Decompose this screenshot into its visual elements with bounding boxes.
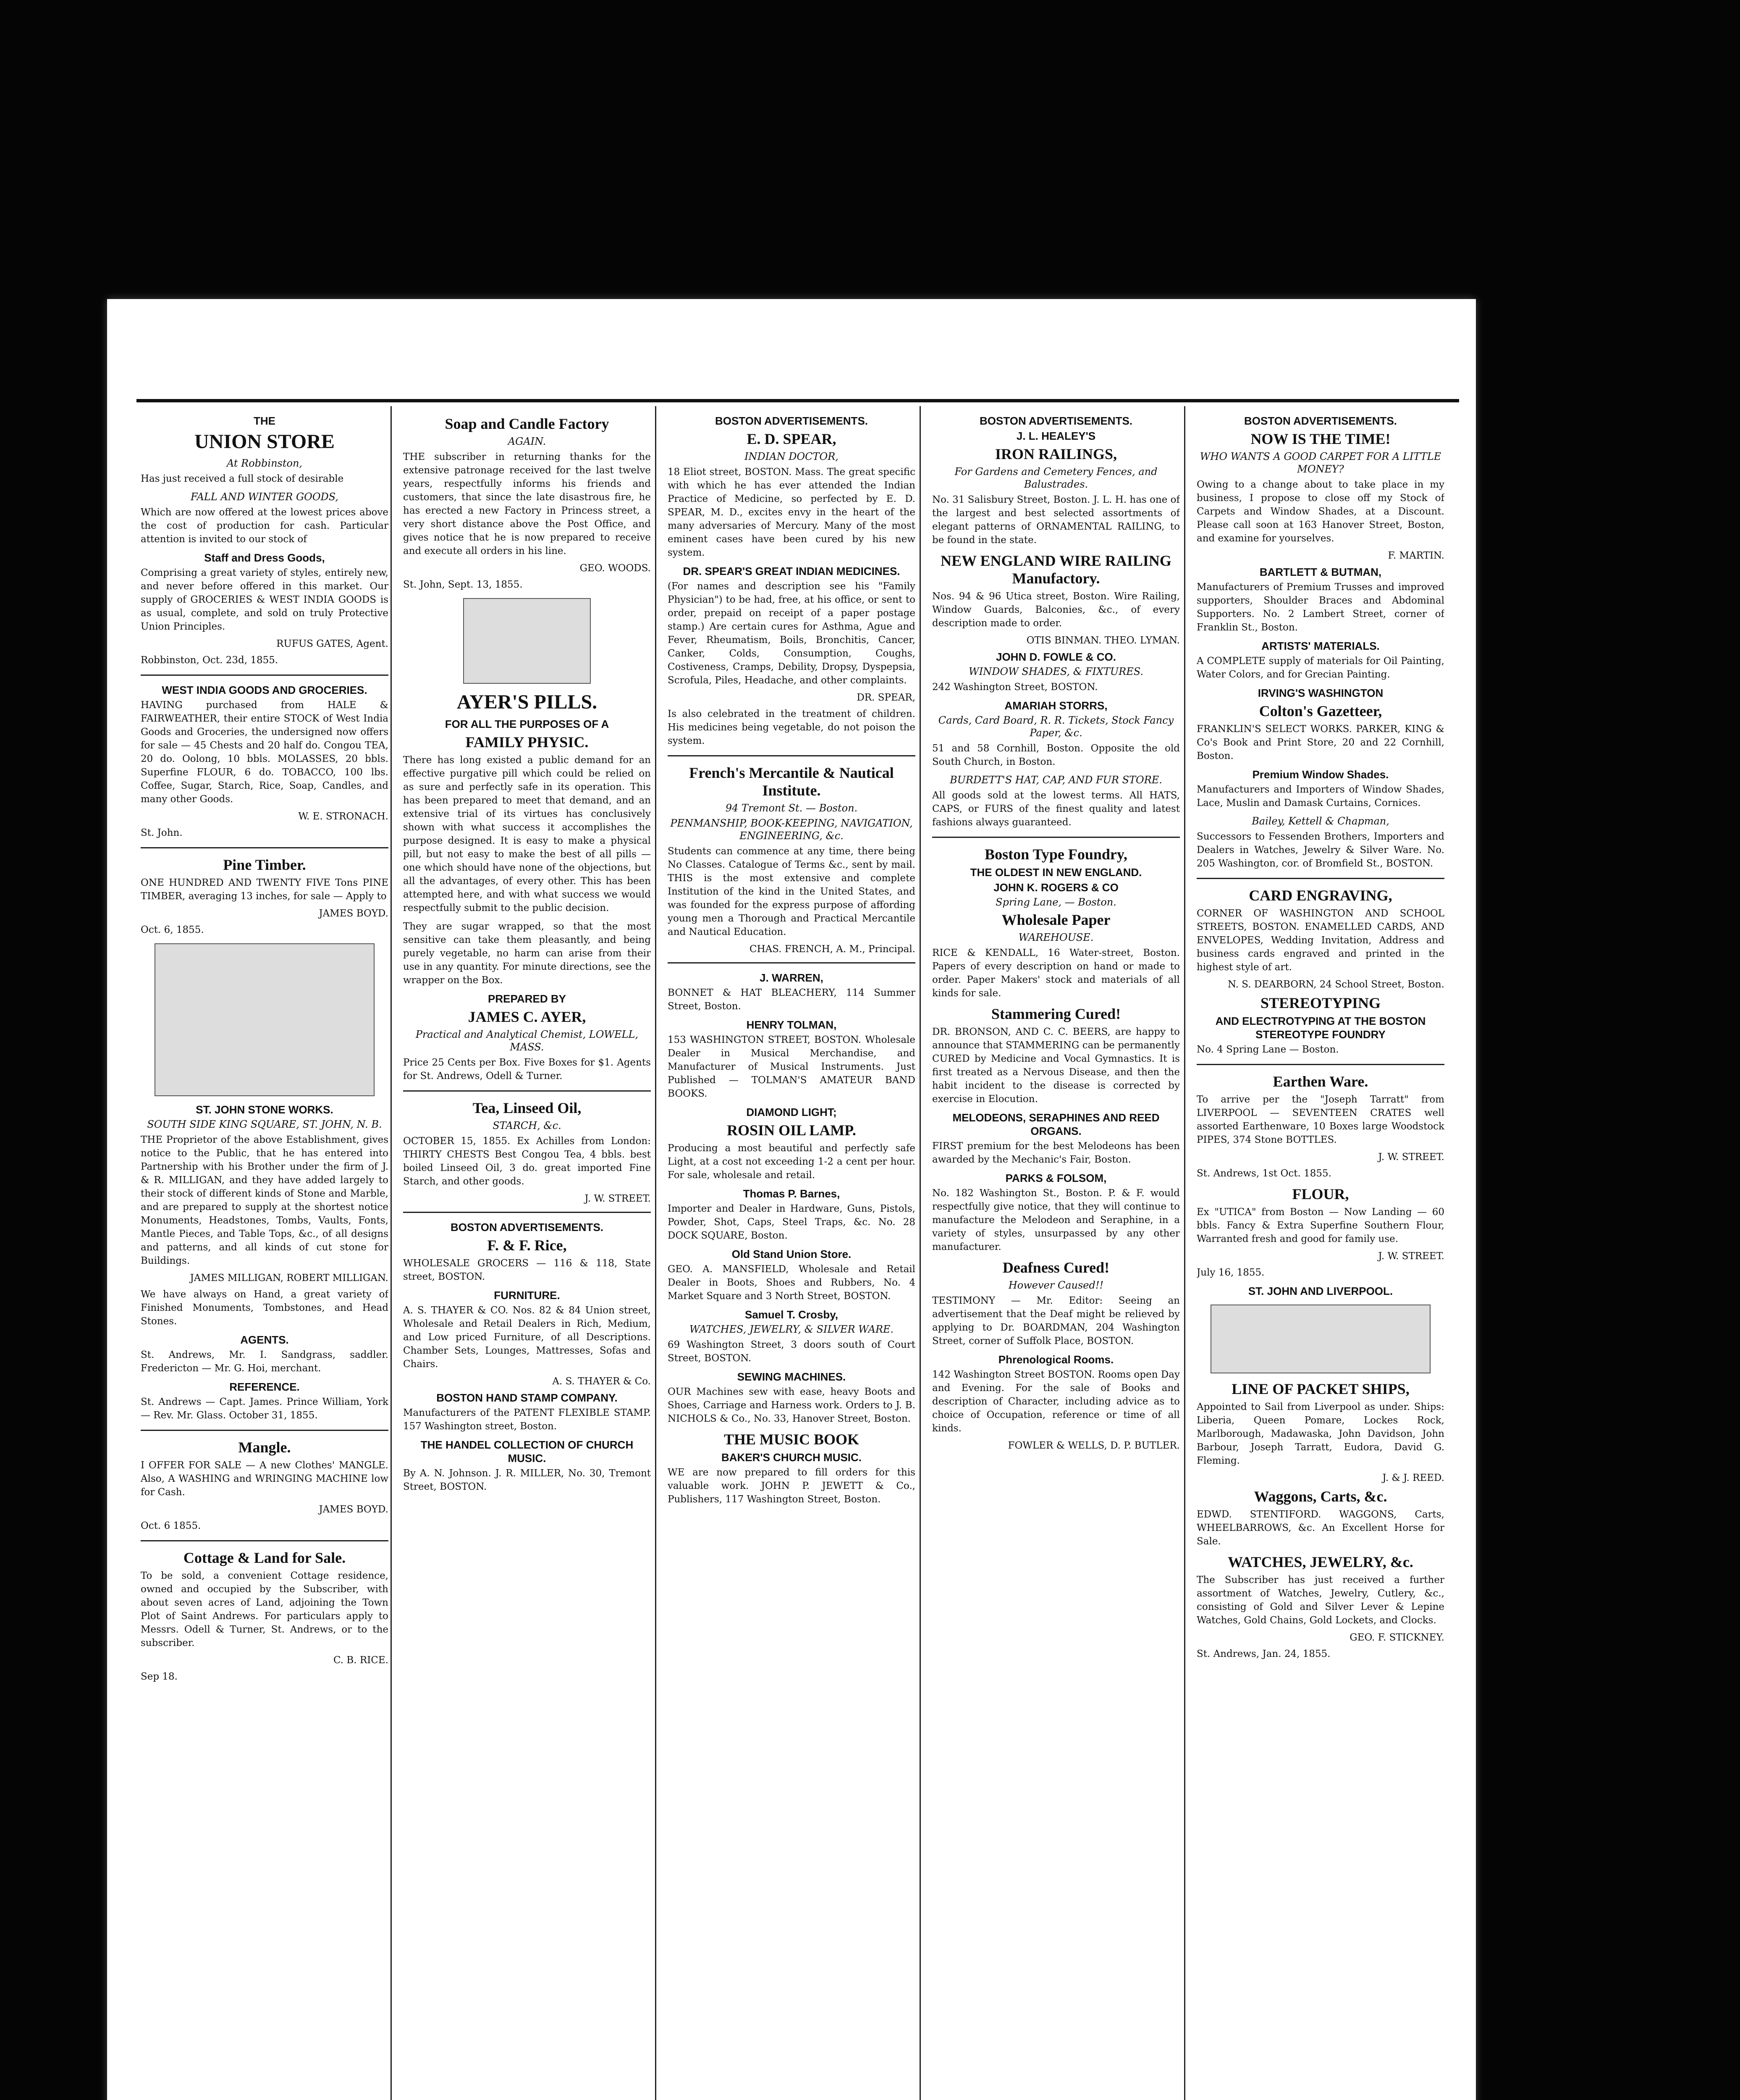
ad-body-text: EDWD. STENTIFORD. WAGGONS, Carts, WHEELBARROWS, &c. An Excellent Horse for Sale.	[1197, 1509, 1444, 1547]
ad-heading: Colton's Gazetteer,	[1259, 703, 1382, 719]
ad-heading: UNION STORE	[194, 430, 335, 453]
column-3	[668, 412, 915, 2100]
ad-body-text: Sep 18.	[141, 1671, 178, 1682]
ad-heading: Bailey, Kettell & Chapman,	[1252, 815, 1389, 827]
column-rule	[655, 406, 656, 2100]
ad-body-text: 242 Washington Street, BOSTON.	[932, 682, 1098, 693]
ad-body-text: Has just received a full stock of desirable	[141, 473, 344, 484]
ad-heading: BAKER'S CHURCH MUSIC.	[721, 1451, 862, 1464]
ad-heading: IRON RAILINGS,	[995, 446, 1117, 462]
ad-heading: WINDOW SHADES, & FIXTURES.	[969, 666, 1143, 677]
ad-heading: Phrenological Rooms.	[998, 1353, 1114, 1366]
ad-signature: J. & J. REED.	[1382, 1473, 1444, 1483]
ad-body-text: The Subscriber has just received a further assortment of Watches, Jewelry, Cutlery, &c., consisting of Gold and Silver Lever & Lepine Watches, Gold Chains, Gold Lockets, and Clocks.	[1197, 1575, 1444, 1626]
ad-body-text: 142 Washington Street BOSTON. Rooms open Day and Evening. For the sale of Books and description of Character, including advice as to choice of Occupation, reference or time of all kinds.	[932, 1369, 1180, 1434]
ad-signature: CHAS. FRENCH, A. M., Principal.	[749, 944, 915, 955]
ad-body-text: THE subscriber in returning thanks for the extensive patronage received for the last twelve years, respectfully informs his friends and customers, that since the late disastrous fire, he has erected a new Factory in Princess street, a very short distance above the Post Office, and gives notice that he is now prepared to receive and execute all orders in his line.	[403, 452, 651, 556]
ad-body-text: 18 Eliot street, BOSTON. Mass. The great specific with which he has ever attended the Indian Practice of Medicine, so perfected by E. D. SPEAR, M. D., excites envy in the heart of the many adversaries of Mercury. Many of the most eminent cases have been cured by his new system.	[668, 467, 915, 558]
ad-heading: ARTISTS' MATERIALS.	[1261, 640, 1380, 652]
ad-heading: WAREHOUSE.	[1018, 932, 1094, 943]
ad-heading: AMARIAH STORRS,	[1004, 699, 1108, 712]
section-divider	[141, 1540, 388, 1541]
ad-body-text: We have always on Hand, a great variety of Finished Monuments, Tombstones, and Head Stones.	[141, 1289, 388, 1327]
ad-heading: BOSTON ADVERTISEMENTS.	[715, 415, 868, 427]
ad-body-text: Owing to a change about to take place in my business, I propose to close off my Stock of Carpets and Window Shades, at a Discount. Please call soon at 163 Hanover Street, Boston, and examine for yourselves.	[1197, 479, 1444, 544]
ad-heading: Samuel T. Crosby,	[744, 1308, 839, 1321]
ad-heading: Earthen Ware.	[1273, 1073, 1368, 1090]
ad-heading: Premium Window Shades.	[1252, 768, 1389, 781]
ad-body-text: Oct. 6, 1855.	[141, 924, 204, 935]
ad-body-text: I OFFER FOR SALE — A new Clothes' MANGLE. Also, A WASHING and WRINGING MACHINE low for Cash.	[141, 1460, 388, 1498]
newspaper-page	[107, 299, 1476, 2100]
section-divider	[932, 837, 1180, 838]
ad-heading: FALL AND WINTER GOODS,	[191, 491, 338, 503]
ad-heading: E. D. SPEAR,	[747, 430, 836, 447]
section-divider	[141, 675, 388, 676]
column-1	[141, 412, 388, 2100]
ad-body-text: Which are now offered at the lowest prices above the cost of production for cash. Particular attention is invited to our stock of	[141, 507, 388, 545]
ad-heading: Tea, Linseed Oil,	[472, 1100, 582, 1116]
ad-heading: DR. SPEAR'S GREAT INDIAN MEDICINES.	[683, 565, 900, 578]
ad-body-text: DR. BRONSON, AND C. C. BEERS, are happy to announce that STAMMERING can be permanently CURED by Medicine and Vocal Gymnastics. It is first treated as a Nervous Disease, and then the habit incident to the disease is corrected by exercise in Elocution.	[932, 1026, 1180, 1105]
ad-heading: Boston Type Foundry,	[985, 846, 1127, 863]
ad-heading: SOUTH SIDE KING SQUARE, ST. JOHN, N. B.	[147, 1118, 382, 1130]
ad-heading: BARTLETT & BUTMAN,	[1259, 566, 1382, 578]
ad-body-text: CORNER OF WASHINGTON AND SCHOOL STREETS, BOSTON. ENAMELLED CARDS, AND ENVELOPES, Wedding Invitation, Address and business cards engraved and printed in the highest style of art.	[1197, 908, 1444, 973]
ad-heading: SEWING MACHINES.	[737, 1370, 846, 1383]
ad-heading: THE HANDEL COLLECTION OF CHURCH MUSIC.	[420, 1438, 634, 1465]
ad-body-text: Students can commence at any time, there being No Classes. Catalogue of Terms &c., sent by mail. THIS is the most extensive and complete Institution of the kind in the United States, and was founded for the express purpose of affording young men a Thorough and Practical Mercantile and Nautical Education.	[668, 846, 915, 937]
ad-body-text: To arrive per the "Joseph Tarratt" from LIVERPOOL — SEVENTEEN CRATES well assorted Earthenware, 10 Boxes large Woodstock PIPES, 374 Stone BOTTLES.	[1197, 1094, 1444, 1145]
ad-body-text: St. Andrews, Jan. 24, 1855.	[1197, 1648, 1331, 1659]
ad-heading: FAMILY PHYSIC.	[465, 734, 589, 751]
column-rule	[1184, 406, 1185, 2100]
ad-body-text: THE Proprietor of the above Establishment, gives notice to the Public, that he has entered into Partnership with his Brother under the firm of J. & R. MILLIGAN, and they have added largely to their stock of different kinds of Stone and Marble, and are prepared to supply at the shortest notice Monuments, Headstones, Tombs, Vaults, Fonts, Mantle Pieces, and Table Tops, &c., of all designs and patterns, and all kinds of cut stone for Buildings.	[141, 1134, 388, 1266]
ad-body-text: GEO. A. MANSFIELD, Wholesale and Retail Dealer in Boots, Shoes and Rubbers, No. 4 Market Square and 3 North Street, BOSTON.	[668, 1264, 915, 1302]
ad-heading: FLOUR,	[1292, 1186, 1349, 1202]
ad-heading: 94 Tremont St. — Boston.	[725, 802, 858, 814]
masthead-rule	[136, 399, 1459, 402]
ad-signature: A. S. THAYER & Co.	[552, 1376, 651, 1387]
ad-heading: BOSTON ADVERTISEMENTS.	[979, 415, 1133, 427]
ad-body-text: RICE & KENDALL, 16 Water-street, Boston. Papers of every description on hand or made to order. Paper Makers' stock and materials of all kinds for sale.	[932, 948, 1180, 999]
ad-heading: PENMANSHIP, BOOK-KEEPING, NAVIGATION, ENGINEERING, &c.	[670, 817, 913, 842]
ad-heading: J. L. HEALEY'S	[1016, 430, 1096, 442]
ad-heading: INDIAN DOCTOR,	[744, 451, 839, 462]
ad-body-text: Manufacturers of the PATENT FLEXIBLE STAMP. 157 Washington street, Boston.	[403, 1407, 651, 1432]
ad-heading: Pine Timber.	[223, 856, 306, 873]
ad-signature: J. W. STREET.	[1378, 1251, 1444, 1262]
ad-heading: Old Stand Union Store.	[731, 1248, 852, 1260]
ad-heading: REFERENCE.	[229, 1381, 300, 1393]
ad-heading: STEREOTYPING	[1260, 995, 1381, 1011]
ad-heading: NEW ENGLAND WIRE RAILING Manufactory.	[941, 552, 1171, 587]
ad-body-text: A. S. THAYER & CO. Nos. 82 & 84 Union street, Wholesale and Retail Dealers in Rich, Medium, and Low priced Furniture, of all Descriptions. Chamber Sets, Lounges, Mattresses, Sofas and Chairs.	[403, 1305, 651, 1370]
ad-body-text: Successors to Fessenden Brothers, Importers and Dealers in Watches, Jewelry & Silver Ware. No. 205 Washington, cor. of Bromfield St., BOSTON.	[1197, 831, 1444, 869]
ad-body-text: St. Andrews, Mr. I. Sandgrass, saddler. Fredericton — Mr. G. Hoi, merchant.	[141, 1349, 388, 1374]
ad-heading: FOR ALL THE PURPOSES OF A	[445, 718, 609, 730]
ayers-lion-emblem-illustration	[463, 598, 591, 684]
ad-heading: Cottage & Land for Sale.	[183, 1549, 346, 1566]
ad-heading: DIAMOND LIGHT;	[746, 1106, 837, 1118]
ad-heading: BOSTON HAND STAMP COMPANY.	[436, 1391, 618, 1404]
ad-body-text: St. John.	[141, 827, 183, 838]
ad-heading: For Gardens and Cemetery Fences, and Balustrades.	[954, 466, 1158, 490]
ad-body-text: There has long existed a public demand for an effective purgative pill which could be relied on as sure and perfectly safe in its operation. This has been prepared to meet that demand, and an extensive trial of its virtues has conclusively shown with what success it accomplishes the purpose designed. It is easy to make a physical pill, but not easy to make the best of all pills — one which should have none of the objections, but all the advantages, of every other. This has been attempted here, and with what success we would respectfully submit to the public decision.	[403, 755, 651, 914]
ad-heading: WHO WANTS A GOOD CARPET FOR A LITTLE MONEY?	[1200, 451, 1441, 475]
ad-body-text: St. Andrews — Capt. James. Prince William, York — Rev. Mr. Glass. October 31, 1855.	[141, 1396, 388, 1421]
ad-heading: JOHN D. FOWLE & CO.	[996, 651, 1116, 663]
column-rule	[920, 406, 921, 2100]
ad-body-text: By A. N. Johnson. J. R. MILLER, No. 30, Tremont Street, BOSTON.	[403, 1468, 651, 1492]
ad-body-text: OUR Machines sew with ease, heavy Boots and Shoes, Carriage and Harness work. Orders to J. B. NICHOLS & Co., No. 33, Hanover Street, Boston.	[668, 1386, 915, 1424]
ad-body-text: Appointed to Sail from Liverpool as under. Ships: Liberia, Queen Pomare, Lockes Rock, Marlborough, Madawaska, John Davidson, John Barbour, Joseph Tarratt, Eudora, David G. Fleming.	[1197, 1402, 1444, 1466]
ad-body-text: St. John, Sept. 13, 1855.	[403, 579, 523, 590]
column-4	[932, 412, 1180, 2100]
ad-body-text: WHOLESALE GROCERS — 116 & 118, State street, BOSTON.	[403, 1258, 651, 1282]
ad-heading: Spring Lane, — Boston.	[996, 896, 1116, 908]
section-divider	[403, 1212, 651, 1213]
ad-heading: AND ELECTROTYPING AT THE BOSTON STEREOTYPE FOUNDRY	[1215, 1015, 1426, 1041]
ad-signature: OTIS BINMAN. THEO. LYMAN.	[1026, 635, 1180, 646]
section-divider	[403, 1090, 651, 1092]
ad-heading: PARKS & FOLSOM,	[1005, 1172, 1107, 1184]
ad-signature: N. S. DEARBORN, 24 School Street, Boston.	[1227, 979, 1444, 990]
ad-body-text: Nos. 94 & 96 Utica street, Boston. Wire Railing, Window Guards, Balconies, &c., of every description made to order.	[932, 591, 1180, 629]
ad-heading: FURNITURE.	[494, 1289, 560, 1302]
ad-heading: Stammering Cured!	[991, 1005, 1121, 1022]
ad-heading: Cards, Card Board, R. R. Tickets, Stock Fancy Paper, &c.	[938, 714, 1174, 739]
ad-body-text: All goods sold at the lowest terms. All HATS, CAPS, or FURS of the finest quality and latest fashions always guaranteed.	[932, 790, 1180, 828]
stone-works-engraving-illustration	[155, 943, 375, 1096]
section-divider	[141, 847, 388, 848]
ad-signature: GEO. F. STICKNEY.	[1350, 1632, 1444, 1643]
ad-heading: WATCHES, JEWELRY, &c.	[1228, 1554, 1413, 1570]
ad-body-text: Producing a most beautiful and perfectly safe Light, at a cost not exceeding 1-2 a cent per hour. For sale, wholesale and retail.	[668, 1143, 915, 1181]
ad-heading: ROSIN OIL LAMP.	[727, 1122, 856, 1139]
ad-body-text: St. Andrews, 1st Oct. 1855.	[1197, 1168, 1331, 1179]
section-divider	[141, 1430, 388, 1431]
ad-body-text: FIRST premium for the best Melodeons has been awarded by the Mechanic's Fair, Boston.	[932, 1141, 1180, 1165]
section-divider	[1197, 1064, 1444, 1065]
ad-body-text: Manufacturers of Premium Trusses and improved supporters, Shoulder Braces and Abdominal Supporters. No. 2 Lambert Street, corner of Franklin St., Boston.	[1197, 582, 1444, 633]
ad-body-text: Ex "UTICA" from Boston — Now Landing — 60 bbls. Fancy & Extra Superfine Southern Flour, Warranted fresh and good for family use.	[1197, 1207, 1444, 1244]
ad-heading: Practical and Analytical Chemist, LOWELL, MASS.	[415, 1029, 639, 1053]
ad-heading: However Caused!!	[1008, 1279, 1104, 1291]
ad-body-text: OCTOBER 15, 1855. Ex Achilles from London: THIRTY CHESTS Best Congou Tea, 4 bbls. best boiled Linseed Oil, 3 do. great imported Fine Starch, and other goods.	[403, 1136, 651, 1187]
column-2	[403, 412, 651, 2100]
ad-signature: GEO. WOODS.	[579, 563, 651, 574]
ad-body-text: Oct. 6 1855.	[141, 1520, 201, 1531]
ad-heading: AGAIN.	[508, 436, 546, 447]
ad-signature: FOWLER & WELLS, D. P. BUTLER.	[1008, 1440, 1180, 1451]
ad-heading: JOHN K. ROGERS & CO	[993, 881, 1119, 894]
column-5	[1197, 412, 1444, 2100]
ad-heading: CARD ENGRAVING,	[1249, 887, 1392, 904]
ad-body-text: FRANKLIN'S SELECT WORKS. PARKER, KING & Co's Book and Print Store, 20 and 22 Cornhill, Boston.	[1197, 724, 1444, 761]
ad-heading: NOW IS THE TIME!	[1250, 430, 1391, 447]
ad-heading: JAMES C. AYER,	[468, 1008, 586, 1025]
ad-signature: JAMES MILLIGAN, ROBERT MILLIGAN.	[190, 1273, 388, 1284]
section-divider	[1197, 878, 1444, 879]
ad-signature: C. B. RICE.	[333, 1655, 388, 1666]
ad-heading: AYER'S PILLS.	[456, 691, 597, 713]
ad-heading: LINE OF PACKET SHIPS,	[1232, 1381, 1410, 1397]
ad-body-text: 51 and 58 Cornhill, Boston. Opposite the old South Church, in Boston.	[932, 743, 1180, 767]
ad-heading: Deafness Cured!	[1002, 1259, 1110, 1276]
ad-heading: THE	[254, 415, 275, 427]
ad-heading: THE OLDEST IN NEW ENGLAND.	[970, 866, 1142, 879]
ad-heading: BOSTON ADVERTISEMENTS.	[1244, 415, 1397, 427]
ad-signature: F. MARTIN.	[1388, 550, 1444, 561]
ad-body-text: 69 Washington Street, 3 doors south of Court Street, BOSTON.	[668, 1339, 915, 1364]
ad-body-text: Robbinston, Oct. 23d, 1855.	[141, 655, 278, 666]
ad-body-text: July 16, 1855.	[1197, 1267, 1265, 1278]
ad-body-text: No. 4 Spring Lane — Boston.	[1197, 1044, 1339, 1055]
ad-signature: DR. SPEAR,	[857, 692, 915, 703]
ad-body-text: To be sold, a convenient Cottage residence, owned and occupied by the Subscriber, with about seven acres of Land, adjoining the Town Plot of Saint Andrews. For particulars apply to Messrs. Odell & Turner, St. Andrews, or to the subscriber.	[141, 1570, 388, 1648]
ad-heading: At Robbinston,	[226, 457, 303, 469]
ad-body-text: Importer and Dealer in Hardware, Guns, Pistols, Powder, Shot, Caps, Steel Traps, &c. No. 28 DOCK SQUARE, Boston.	[668, 1203, 915, 1241]
ad-body-text: Price 25 Cents per Box. Five Boxes for $1. Agents for St. Andrews, Odell & Turner.	[403, 1057, 651, 1082]
ad-body-text: No. 182 Washington St., Boston. P. & F. would respectfully give notice, that they will continue to manufacture the Melodeon and Seraphine, in a variety of styles, unsurpassed by any other manufacturer.	[932, 1188, 1180, 1252]
ad-body-text: 153 WASHINGTON STREET, BOSTON. Wholesale Dealer in Musical Merchandise, and Manufacturer of Musical Instruments. Just Published — TOLMAN'S AMATEUR BAND BOOKS.	[668, 1034, 915, 1099]
ad-heading: IRVING'S WASHINGTON	[1258, 687, 1384, 699]
ad-heading: THE MUSIC BOOK	[723, 1431, 860, 1448]
section-divider	[668, 962, 915, 963]
ad-heading: WEST INDIA GOODS AND GROCERIES.	[162, 684, 367, 696]
ad-body-text: ONE HUNDRED AND TWENTY FIVE Tons PINE TIMBER, averaging 13 inches, for sale — Apply to	[141, 877, 388, 902]
ad-body-text: (For names and description see his "Family Physician") to be had, free, at his office, or sent to order, prepaid on receipt of a paper postage stamp.) Are certain cures for Asthma, Ague and Fever, Rheumatism, Boils, Bronchitis, Cancer, Canker, Colds, Consumption, Coughs, Costiveness, Cramps, Debility, Dropsy, Dyspepsia, Scrofula, Piles, Headache, and other complaints.	[668, 581, 915, 686]
ad-body-text: No. 31 Salisbury Street, Boston. J. L. H. has one of the largest and best selected assortments of elegant patterns of ORNAMENTAL RAILING, to be found in the state.	[932, 494, 1180, 546]
ad-signature: J. W. STREET.	[584, 1193, 651, 1204]
ad-signature: RUFUS GATES, Agent.	[276, 638, 388, 649]
ad-body-text: HAVING purchased from HALE & FAIRWEATHER, their entire STOCK of West India Goods and Groceries, the undersigned now offers for sale — 45 Chests and 20 half do. Congou TEA, 20 do. Oolong, 10 bbls. MOLASSES, 20 bbls. Superfine FLOUR, 6 do. TOBACCO, 100 lbs. Coffee, Sugar, Starch, Rice, Soap, Candles, and many other Goods.	[141, 700, 388, 805]
section-divider	[668, 755, 915, 756]
ad-heading: BOSTON ADVERTISEMENTS.	[450, 1221, 604, 1234]
packet-ship-illustration	[1211, 1305, 1431, 1373]
ad-signature: J. W. STREET.	[1378, 1152, 1444, 1163]
ad-heading: HENRY TOLMAN,	[746, 1018, 837, 1031]
ad-heading: ST. JOHN AND LIVERPOOL.	[1248, 1285, 1393, 1297]
ad-body-text: Manufacturers and Importers of Window Shades, Lace, Muslin and Damask Curtains, Cornices.	[1197, 784, 1444, 808]
ad-signature: JAMES BOYD.	[319, 1504, 388, 1515]
ad-heading: F. & F. Rice,	[487, 1237, 567, 1254]
ad-signature: JAMES BOYD.	[319, 908, 388, 919]
ad-heading: Wholesale Paper	[1001, 911, 1111, 928]
ad-body-text: They are sugar wrapped, so that the most sensitive can take them pleasantly, and being purely vegetable, no harm can arise from their use in any quantity. For minute directions, see the wrapper on the Box.	[403, 921, 651, 986]
ad-heading: J. WARREN,	[760, 971, 823, 984]
ad-heading: Thomas P. Barnes,	[743, 1187, 840, 1200]
ad-body-text: Is also celebrated in the treatment of children. His medicines being vegetable, do not poison the system.	[668, 709, 915, 746]
ad-body-text: Comprising a great variety of styles, entirely new, and never before offered in this market. Our supply of GROCERIES & WEST INDIA GOODS is as usual, complete, and sold on truly Protective Union Principles.	[141, 567, 388, 632]
ad-heading: STARCH, &c.	[493, 1120, 561, 1131]
ad-heading: Mangle.	[238, 1439, 291, 1456]
ad-body-text: BONNET & HAT BLEACHERY, 114 Summer Street, Boston.	[668, 987, 915, 1012]
ad-heading: PREPARED BY	[488, 992, 566, 1005]
ad-signature: W. E. STRONACH.	[298, 811, 388, 822]
ad-body-text: A COMPLETE supply of materials for Oil Painting, Water Colors, and for Grecian Painting.	[1197, 656, 1444, 680]
ad-body-text: TESTIMONY — Mr. Editor: Seeing an advertisement that the Deaf might be relieved by applying to Dr. BOARDMAN, 204 Washington Street, corner of Suffolk Place, BOSTON.	[932, 1295, 1180, 1347]
column-rule	[390, 406, 392, 2100]
ad-heading: ST. JOHN STONE WORKS.	[196, 1103, 333, 1116]
ad-heading: WATCHES, JEWELRY, & SILVER WARE.	[689, 1323, 894, 1335]
ad-heading: BURDETT'S HAT, CAP, AND FUR STORE.	[950, 774, 1162, 786]
ad-body-text: WE are now prepared to fill orders for this valuable work. JOHN P. JEWETT & Co., Publishers, 117 Washington Street, Boston.	[668, 1467, 915, 1505]
ad-heading: AGENTS.	[240, 1334, 289, 1346]
ad-heading: French's Mercantile & Nautical Institute.	[689, 764, 894, 799]
ad-heading: Waggons, Carts, &c.	[1254, 1488, 1387, 1505]
ad-heading: Soap and Candle Factory	[445, 415, 609, 432]
ad-heading: Staff and Dress Goods,	[204, 551, 325, 564]
ad-heading: MELODEONS, SERAPHINES AND REED ORGANS.	[952, 1111, 1160, 1137]
